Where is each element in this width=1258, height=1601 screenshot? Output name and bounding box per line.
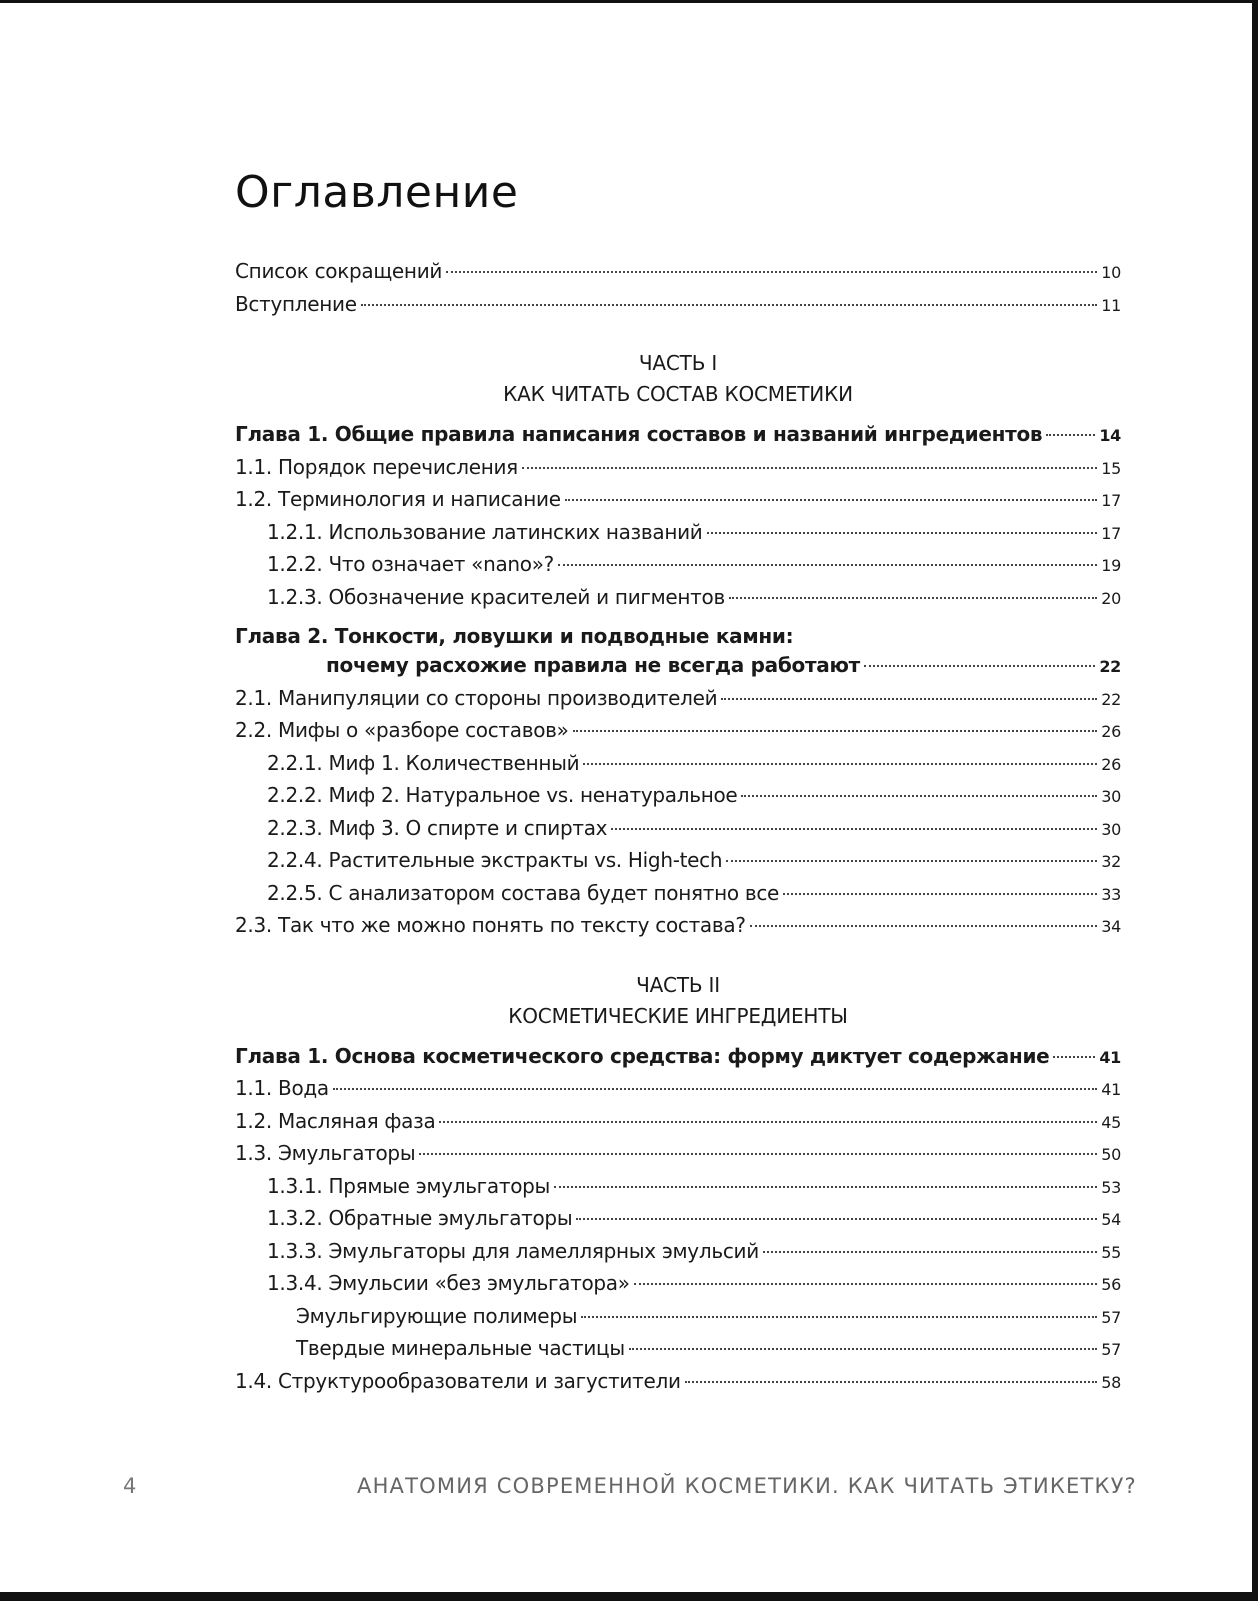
dot-leader (685, 1381, 1097, 1383)
table-of-contents (235, 255, 1121, 1397)
toc-entry-page: 54 (1101, 1210, 1121, 1229)
dot-leader (726, 860, 1097, 862)
dot-leader (1046, 434, 1095, 436)
toc-entry-label: 1.3.3. Эмульгаторы для ламеллярных эмульсий (267, 1238, 759, 1263)
dot-leader (750, 925, 1097, 927)
toc-entry-page: 45 (1101, 1112, 1121, 1132)
toc-entry-page: 50 (1101, 1145, 1121, 1164)
toc-entry[interactable] (235, 682, 1121, 715)
part-2-heading (235, 970, 1121, 1032)
dot-leader (576, 1218, 1097, 1220)
toc-entry-page: 34 (1101, 917, 1121, 936)
toc-entry[interactable] (235, 844, 1121, 877)
page-footer (0, 1474, 1258, 1514)
page-number: 4 (123, 1474, 137, 1498)
toc-entry-page: 57 (1101, 1307, 1121, 1327)
toc-entry-label: 1.2.3. Обозначение красителей и пигментов (267, 584, 725, 609)
toc-entry-label: 1.3. Эмульгаторы (235, 1141, 416, 1165)
toc-entry-page: 26 (1101, 722, 1121, 741)
toc-entry[interactable] (235, 1235, 1121, 1268)
toc-entry[interactable] (235, 1365, 1121, 1398)
toc-entry-page: 17 (1101, 523, 1121, 543)
toc-entry-label: 2.2. Мифы о «разборе составов» (235, 718, 569, 742)
dot-leader (573, 730, 1097, 732)
dot-leader (1053, 1056, 1095, 1058)
dot-leader (707, 532, 1097, 534)
toc-entry-page: 26 (1101, 754, 1121, 774)
toc-entry-page: 30 (1101, 787, 1121, 806)
toc-entry-page: 30 (1101, 819, 1121, 839)
toc-chapter-entry[interactable] (235, 418, 1121, 451)
toc-entry-label: 1.4. Структурообразователи и загустители (235, 1368, 681, 1393)
dot-leader (634, 1283, 1097, 1285)
toc-entry-page: 55 (1101, 1242, 1121, 1262)
page-right-border (1252, 0, 1258, 1601)
page-title: Оглавление (235, 167, 519, 219)
toc-entry[interactable] (235, 581, 1121, 614)
toc-entry[interactable] (235, 779, 1121, 812)
toc-entry[interactable] (235, 1072, 1121, 1105)
toc-entry[interactable] (235, 714, 1121, 747)
dot-leader (419, 1153, 1097, 1155)
dot-leader (611, 828, 1097, 830)
toc-entry-label: 1.2. Масляная фаза (235, 1108, 436, 1133)
toc-entry[interactable] (235, 516, 1121, 549)
toc-entry-label: 2.2.3. Миф 3. О спирте и спиртах (267, 815, 608, 840)
toc-entry-label: 1.2. Терминология и написание (235, 487, 561, 511)
toc-entry-label: Вступление (235, 291, 357, 316)
dot-leader (565, 499, 1097, 501)
toc-entry-page: 17 (1101, 491, 1121, 510)
dot-leader (439, 1121, 1097, 1123)
toc-entry-page: 20 (1101, 588, 1121, 608)
toc-entry[interactable] (235, 1267, 1121, 1300)
part-number: ЧАСТЬ II (636, 972, 720, 997)
toc-entry-page: 22 (1099, 657, 1121, 676)
toc-entry[interactable] (235, 877, 1121, 910)
toc-entry[interactable] (235, 483, 1121, 516)
page-bottom-border (0, 1592, 1258, 1601)
toc-entry-page: 41 (1099, 1047, 1121, 1067)
toc-entry-page: 32 (1101, 852, 1121, 871)
toc-entry-page: 10 (1101, 263, 1121, 282)
dot-leader (583, 763, 1097, 765)
toc-entry[interactable] (235, 1137, 1121, 1170)
toc-entry-label: Глава 1. Основа косметического средства: форму диктует содержание (235, 1043, 1050, 1068)
dot-leader (864, 665, 1095, 667)
dot-leader (446, 271, 1097, 273)
toc-entry-label: 2.2.5. С анализатором состава будет понятно все (267, 880, 780, 905)
toc-entry-label: 1.1. Вода (235, 1076, 329, 1100)
part-title: КАК ЧИТАТЬ СОСТАВ КОСМЕТИКИ (503, 382, 853, 406)
toc-entry-page: 41 (1101, 1080, 1121, 1099)
toc-entry[interactable] (235, 812, 1121, 845)
running-title: АНАТОМИЯ СОВРЕМЕННОЙ КОСМЕТИКИ. КАК ЧИТАТЬ ЭТИКЕТКУ? (357, 1474, 1137, 1498)
dot-leader (741, 795, 1097, 797)
dot-leader (333, 1088, 1097, 1090)
toc-entry[interactable] (235, 1300, 1121, 1333)
toc-entry-label: 2.1. Манипуляции со стороны производителей (235, 685, 718, 710)
toc-entry-label: 2.3. Так что же можно понять по тексту состава? (235, 913, 746, 937)
toc-entry-label: Список сокращений (235, 259, 443, 283)
toc-entry-label: 1.1. Порядок перечисления (235, 454, 518, 479)
toc-chapter-title-line[interactable]: Глава 2. Тонкости, ловушки и подводные камни: (235, 624, 794, 648)
toc-entry-introduction[interactable] (235, 288, 1121, 321)
page-top-border (0, 0, 1258, 3)
dot-leader (629, 1348, 1097, 1350)
toc-entry-page: 53 (1101, 1177, 1121, 1197)
toc-chapter-entry[interactable] (235, 649, 1121, 682)
dot-leader (522, 467, 1097, 469)
toc-entry[interactable] (235, 1332, 1121, 1365)
dot-leader (729, 597, 1097, 599)
toc-entry[interactable] (235, 747, 1121, 780)
toc-entry-label: Эмульгирующие полимеры (296, 1303, 578, 1328)
toc-entry-page: 58 (1101, 1372, 1121, 1392)
part-number: ЧАСТЬ I (638, 351, 718, 375)
toc-entry-page: 11 (1101, 295, 1121, 315)
toc-entry-label: 1.3.2. Обратные эмульгаторы (267, 1206, 573, 1230)
toc-entry[interactable] (235, 909, 1121, 942)
toc-entry[interactable] (235, 1202, 1121, 1235)
toc-entry-label: 1.2.2. Что означает «nano»? (267, 552, 554, 576)
dot-leader (721, 698, 1097, 700)
toc-entry[interactable] (235, 1170, 1121, 1203)
part-1-heading (235, 348, 1121, 410)
toc-entry-label: 1.2.1. Использование латинских названий (267, 519, 703, 544)
dot-leader (361, 304, 1097, 306)
toc-entry-page: 33 (1101, 884, 1121, 904)
toc-chapter-entry[interactable] (235, 1040, 1121, 1073)
dot-leader (554, 1186, 1097, 1188)
toc-entry-label: 2.2.1. Миф 1. Количественный (267, 750, 580, 775)
toc-entry-label: Твердые минеральные частицы (296, 1336, 625, 1360)
toc-entry-page: 14 (1099, 426, 1121, 445)
toc-entry-label: 1.3.1. Прямые эмульгаторы (267, 1173, 551, 1198)
toc-entry-label: 2.2.2. Миф 2. Натуральное vs. ненатуральное (267, 783, 738, 807)
toc-entry-label: Глава 1. Общие правила написания составов и названий ингредиентов (235, 422, 1043, 446)
toc-entry-page: 15 (1101, 458, 1121, 478)
toc-entry[interactable] (235, 1105, 1121, 1138)
toc-entry-page: 56 (1101, 1275, 1121, 1294)
dot-leader (581, 1316, 1097, 1318)
toc-entry[interactable] (235, 451, 1121, 484)
toc-entry-page: 57 (1101, 1340, 1121, 1359)
dot-leader (783, 893, 1097, 895)
part-title: КОСМЕТИЧЕСКИЕ ИНГРЕДИЕНТЫ (508, 1003, 848, 1028)
toc-entry-label: 2.2.4. Растительные экстракты vs. High-tech (267, 848, 723, 872)
dot-leader (558, 564, 1097, 566)
dot-leader (763, 1251, 1097, 1253)
toc-entry-label: почему расхожие правила не всегда работают (326, 653, 860, 677)
toc-entry-label: 1.3.4. Эмульсии «без эмульгатора» (267, 1271, 630, 1295)
toc-entry[interactable] (235, 548, 1121, 581)
toc-entry-abbreviations[interactable] (235, 255, 1121, 288)
toc-entry-page: 19 (1101, 556, 1121, 575)
toc-entry-page: 22 (1101, 689, 1121, 709)
